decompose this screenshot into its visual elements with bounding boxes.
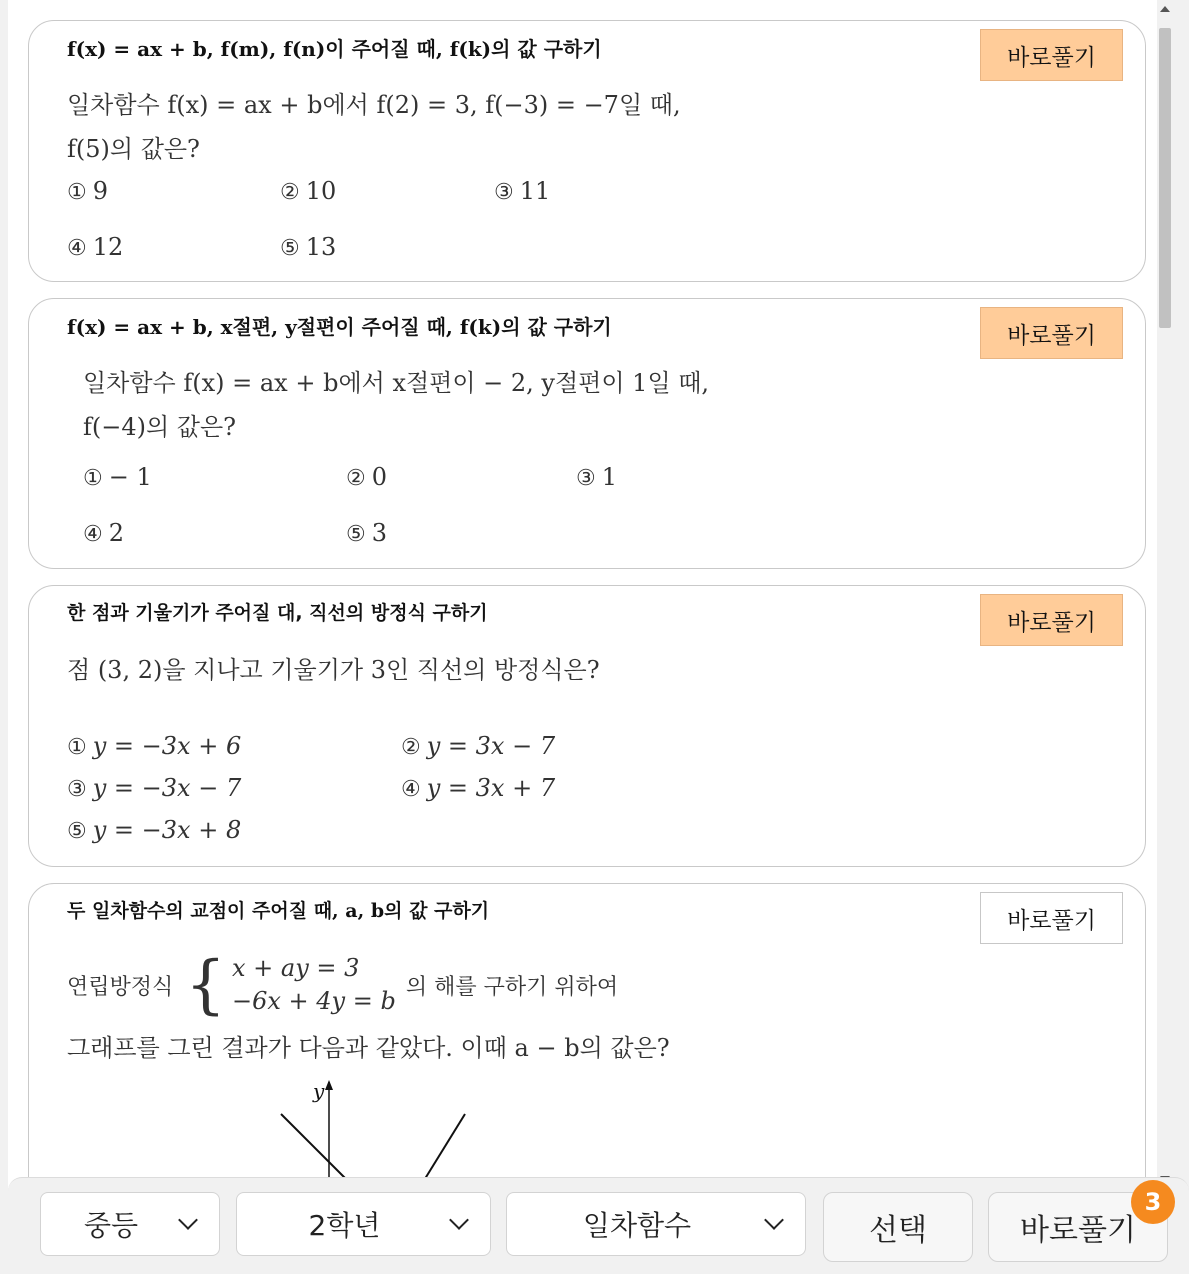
choice-number: ① — [83, 466, 103, 491]
choice-1[interactable] — [67, 177, 108, 205]
choice-text: y = −3x + 8 — [92, 816, 242, 844]
choice-2[interactable] — [346, 463, 387, 491]
unit-select[interactable] — [506, 1192, 806, 1256]
problem-card — [28, 585, 1146, 867]
problem-card — [28, 298, 1146, 569]
choice-number: ⑤ — [280, 236, 300, 261]
choice-2[interactable] — [401, 732, 555, 760]
choice-5[interactable] — [280, 233, 336, 261]
brace-symbol: { — [185, 948, 226, 1022]
choice-text: 1 — [601, 463, 618, 491]
level-select[interactable] — [40, 1192, 220, 1256]
choice-text: 13 — [305, 233, 337, 261]
choice-number: ③ — [494, 180, 514, 205]
solve-now-button[interactable]: 바로풀기 — [988, 1192, 1168, 1262]
chevron-down-icon — [449, 1210, 469, 1230]
system-suffix: 의 해를 구하기 위하여 — [405, 974, 619, 1000]
y-axis-label: y — [313, 1079, 325, 1103]
choice-1[interactable] — [83, 463, 152, 491]
grade-select-value: 2학년 — [308, 1209, 381, 1242]
question-text: f(−4)의 값은? — [83, 413, 237, 441]
choice-3[interactable] — [67, 774, 241, 802]
unit-select-value: 일차함수 — [582, 1209, 692, 1242]
choice-3[interactable] — [494, 177, 550, 205]
choice-5[interactable] — [346, 519, 387, 547]
solve-now-button[interactable]: 바로풀기 — [980, 892, 1123, 944]
choice-text: 0 — [371, 463, 388, 491]
solve-now-button[interactable]: 바로풀기 — [980, 594, 1123, 646]
choice-number: ① — [67, 180, 87, 205]
problem-title: 한 점과 기울기가 주어질 대, 직선의 방정식 구하기 — [67, 602, 488, 624]
simultaneous-equations — [67, 950, 618, 1020]
scroll-up-icon[interactable] — [1160, 6, 1170, 12]
graph-line-2 — [423, 1114, 465, 1182]
choice-number: ② — [401, 735, 421, 760]
problem-title: 두 일차함수의 교점이 주어질 때, a, b의 값 구하기 — [67, 900, 490, 922]
question-text: 점 (3, 2)을 지나고 기울기가 3인 직선의 방정식은? — [67, 656, 600, 684]
question-text: 그래프를 그린 결과가 다음과 같았다. 이때 a − b의 값은? — [67, 1034, 670, 1062]
choice-number: ⑤ — [67, 819, 87, 844]
choice-4[interactable] — [67, 233, 123, 261]
choice-text: 9 — [92, 177, 109, 205]
choice-text: 2 — [108, 519, 125, 547]
choice-number: ① — [67, 735, 87, 760]
graph-figure — [269, 1074, 489, 1184]
choice-text: 3 — [371, 519, 388, 547]
chevron-down-icon — [764, 1210, 784, 1230]
choice-1[interactable] — [67, 732, 241, 760]
grade-select[interactable] — [236, 1192, 491, 1256]
choice-text: y = −3x + 6 — [92, 732, 242, 760]
select-button[interactable]: 선택 — [823, 1192, 973, 1262]
scrollbar-thumb[interactable] — [1159, 28, 1171, 328]
choice-number: ② — [280, 180, 300, 205]
choice-text: y = −3x − 7 — [92, 774, 242, 802]
y-axis-arrow — [325, 1080, 333, 1090]
choice-text: y = 3x − 7 — [426, 732, 556, 760]
solve-now-button[interactable]: 바로풀기 — [980, 29, 1123, 81]
system-prefix: 연립방정식 — [67, 974, 174, 1000]
choice-number: ④ — [83, 522, 103, 547]
graph-line-1 — [281, 1114, 349, 1182]
choice-number: ② — [346, 466, 366, 491]
choice-3[interactable] — [576, 463, 617, 491]
solve-now-button[interactable]: 바로풀기 — [980, 307, 1123, 359]
choice-number: ④ — [401, 777, 421, 802]
choice-4[interactable] — [401, 774, 555, 802]
choice-4[interactable] — [83, 519, 124, 547]
choice-text: 12 — [92, 233, 124, 261]
question-text: 일차함수 f(x) = ax + b에서 f(2) = 3, f(−3) = −7일 때, — [67, 91, 681, 119]
chevron-down-icon — [178, 1210, 198, 1230]
equation-2: −6x + 4y = b — [231, 987, 396, 1015]
problem-card — [28, 20, 1146, 282]
choice-number: ⑤ — [346, 522, 366, 547]
question-text: f(5)의 값은? — [67, 135, 200, 163]
equation-1: x + ay = 3 — [231, 954, 360, 982]
choice-text: 11 — [519, 177, 551, 205]
choice-number: ③ — [576, 466, 596, 491]
choice-text: 10 — [305, 177, 337, 205]
choice-text: − 1 — [108, 463, 152, 491]
question-text: 일차함수 f(x) = ax + b에서 x절편이 − 2, y절편이 1일 때, — [83, 369, 710, 397]
equation-stack — [232, 952, 396, 1018]
problem-title: f(x) = ax + b, f(m), f(n)이 주어질 때, f(k)의 값 구하기 — [67, 37, 602, 61]
scrollbar[interactable] — [1157, 0, 1173, 1190]
level-select-value: 중등 — [83, 1209, 139, 1242]
choice-text: y = 3x + 7 — [426, 774, 556, 802]
choice-number: ④ — [67, 236, 87, 261]
choice-5[interactable] — [67, 816, 241, 844]
choice-number: ③ — [67, 777, 87, 802]
choice-2[interactable] — [280, 177, 336, 205]
problem-title: f(x) = ax + b, x절편, y절편이 주어질 때, f(k)의 값 구하기 — [67, 315, 612, 339]
filter-toolbar — [8, 1177, 1189, 1274]
count-badge: 3 — [1131, 1180, 1175, 1224]
problem-list[interactable] — [8, 0, 1173, 1273]
